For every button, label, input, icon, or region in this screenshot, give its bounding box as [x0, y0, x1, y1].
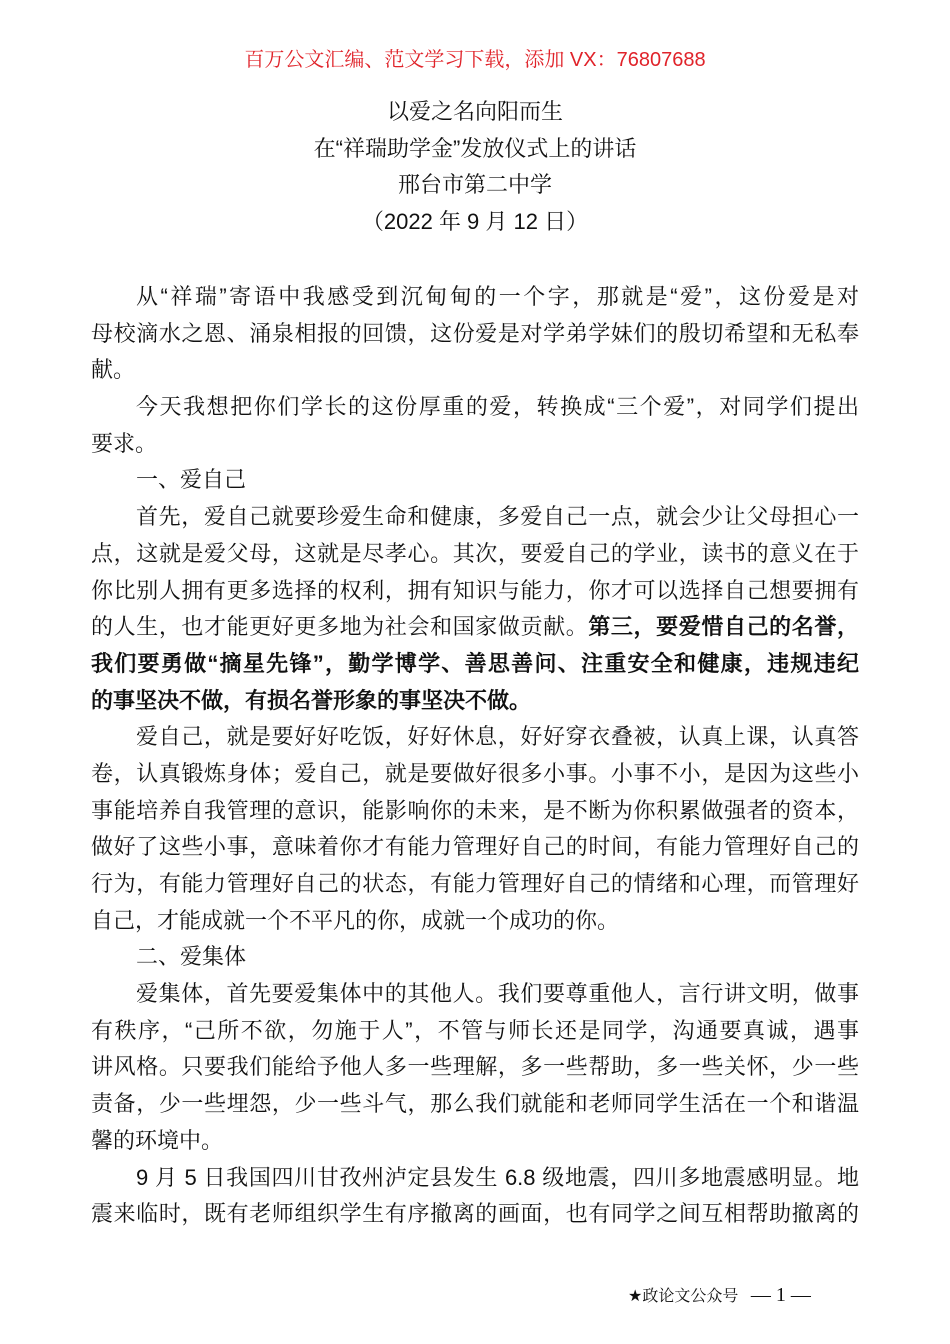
text-line [91, 1049, 859, 1086]
title-date: （2022 年 9 月 12 日） [361, 209, 589, 234]
text-line [91, 279, 859, 316]
text-segment: 责备，少一些埋怨，少一些斗气，那么我们就能和老师同学生活在一个和谐温 [91, 1091, 859, 1117]
text-segment: 爱集体，首先要爱集体中的其他人。我们要尊重他人，言行讲文明，做事 [136, 981, 859, 1007]
text-segment: 一、爱自己 [136, 467, 247, 493]
bold-text: 我们要勇做“摘星先锋”，勤学博学、善思善问、注重安全和健康，违规违纪 [91, 650, 859, 676]
bold-text: 的事坚决不做，有损名誉形象的事坚决不做。 [91, 687, 532, 713]
text-line [91, 499, 859, 536]
text-segment: 二、爱集体 [136, 944, 247, 970]
text-line [91, 793, 859, 830]
text-segment: 行为，有能力管理好自己的状态，有能力管理好自己的情绪和心理，而管理好 [91, 871, 859, 896]
text-line [91, 1013, 859, 1050]
text-segment: 爱自己，就是要好好吃饭，好好休息，好好穿衣叠被，认真上课，认真答 [136, 724, 859, 750]
text-line [91, 1160, 859, 1197]
text-line [91, 426, 859, 463]
text-segment: 要求。 [91, 430, 158, 456]
text-line [91, 573, 859, 610]
title-organization: 邢台市第二中学 [397, 172, 552, 197]
text-line [91, 609, 859, 646]
text-line [91, 316, 859, 353]
text-segment: 的人生，也才能更好更多地为社会和国家做贡献。 [91, 614, 589, 640]
text-line [91, 462, 859, 499]
text-line [91, 352, 859, 389]
text-segment: 今天我想把你们学长的这份厚重的爱，转换成“三个爱”，对同学们提出 [136, 394, 859, 420]
text-segment: 事能培养自我管理的意识，能影响你的未来，是不断为你积累做强者的资本， [91, 797, 859, 823]
page-number: — 1 — [750, 1284, 811, 1306]
text-segment: 有秩序，“己所不欲，勿施于人”，不管与师长还是同学，沟通要真诚，遇事 [91, 1017, 859, 1043]
text-segment: 讲风格。只要我们能给予他人多一些理解，多一些帮助，多一些关怀，少一些 [91, 1054, 859, 1080]
bold-text: 第三，要爱惜自己的名誉， [588, 614, 859, 640]
document-body [91, 279, 859, 1233]
text-segment: 自己，才能成就一个不平凡的你，成就一个成功的你。 [91, 907, 620, 933]
text-line [91, 646, 859, 683]
title-subtitle: 在“祥瑞助学金”发放仪式上的讲话 [313, 136, 637, 161]
text-segment: 点，这就是爱父母，这就是尽孝心。其次，要爱自己的学业，读书的意义在于 [91, 540, 859, 566]
text-segment: 做好了这些小事，意味着你才有能力管理好自己的时间，有能力管理好自己的 [91, 834, 859, 860]
text-segment: 母校滴水之恩、涌泉相报的回馈，这份爱是对学弟学妹们的殷切希望和无私奉 [91, 320, 859, 346]
text-segment: 9 月 5 日我国四川甘孜州泸定县发生 6.8 级地震，四川多地震感明显。地 [136, 1164, 859, 1190]
text-line [91, 939, 859, 976]
text-segment: 你比别人拥有更多选择的权利，拥有知识与能力，你才可以选择自己想要拥有 [91, 577, 859, 603]
text-line [91, 1196, 859, 1233]
footer-source: ★政论文公众号 [628, 1288, 739, 1305]
text-line [91, 719, 859, 756]
text-line [91, 756, 859, 793]
page-footer [628, 1282, 811, 1310]
text-line [91, 866, 859, 903]
text-line [91, 1123, 859, 1160]
text-segment: 震来临时，既有老师组织学生有序撤离的画面，也有同学之间互相帮助撤离的 [91, 1201, 859, 1227]
watermark-banner: 百万公文汇编、范文学习下载，添加 VX：76807688 [244, 49, 706, 71]
text-line [91, 1086, 859, 1123]
text-segment: 馨的环境中。 [91, 1127, 224, 1153]
text-line [91, 683, 859, 720]
title-main: 以爱之名向阳而生 [386, 99, 563, 124]
text-line [91, 536, 859, 573]
text-segment: 首先，爱自己就要珍爱生命和健康，多爱自己一点，就会少让父母担心一 [136, 504, 859, 530]
text-line [91, 829, 859, 866]
text-line [91, 903, 859, 940]
text-line [91, 389, 859, 426]
text-segment: 卷，认真锻炼身体；爱自己，就是要做好很多小事。小事不小，是因为这些小 [91, 760, 859, 786]
text-segment: 从“祥瑞”寄语中我感受到沉甸甸的一个字，那就是“爱”，这份爱是对 [136, 284, 859, 309]
text-segment: 献。 [91, 357, 136, 383]
text-line [91, 976, 859, 1013]
